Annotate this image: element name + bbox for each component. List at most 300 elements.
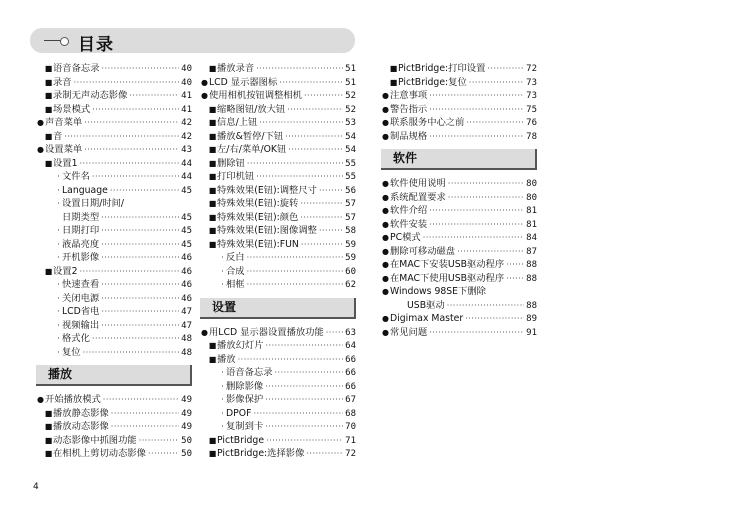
circle-bullet-icon: ● — [201, 91, 208, 100]
toc-entry[interactable] — [381, 116, 537, 130]
dot-leader — [448, 191, 524, 205]
toc-entry-page: 55 — [345, 158, 356, 169]
dot-leader — [102, 62, 180, 76]
square-bullet-icon: ■ — [44, 104, 53, 114]
toc-entry[interactable] — [36, 319, 192, 333]
dot-leader — [139, 434, 179, 448]
toc-column-right — [381, 62, 537, 339]
square-bullet-icon: ■ — [208, 104, 217, 114]
toc-entry-title: 播放动态影像 — [53, 421, 109, 432]
dot-leader — [74, 76, 180, 90]
dot-leader — [429, 130, 524, 144]
toc-entry-title: PC模式 — [390, 232, 421, 243]
toc-entry[interactable] — [381, 103, 537, 117]
toc-entry[interactable] — [36, 434, 192, 448]
toc-entry-page: 59 — [345, 239, 356, 250]
circle-bullet-icon: ● — [382, 287, 389, 296]
toc-entry[interactable] — [200, 184, 356, 198]
dot-bullet-icon: · — [57, 226, 60, 235]
toc-entry[interactable] — [381, 312, 537, 326]
toc-entry-title: 复位 — [62, 346, 81, 358]
toc-entry-title: 视频输出 — [62, 319, 100, 331]
square-bullet-icon: ■ — [44, 64, 53, 73]
dot-leader — [429, 218, 524, 232]
toc-entry[interactable] — [36, 265, 192, 279]
toc-entry-title: 打印机钮 — [217, 171, 255, 182]
toc-entry-page: 84 — [526, 233, 537, 243]
toc-entry[interactable] — [36, 305, 192, 319]
toc-entry[interactable] — [36, 278, 192, 292]
dot-leader — [285, 130, 343, 144]
toc-entry[interactable] — [381, 258, 537, 272]
toc-entry-page: 41 — [181, 104, 192, 115]
toc-entry-title: 复制到卡 — [226, 421, 264, 432]
toc-entry-title: Language — [62, 184, 108, 196]
dot-leader — [101, 305, 179, 319]
toc-entry-title: PictBridge:选择影像 — [217, 448, 305, 459]
toc-entry[interactable] — [381, 231, 537, 245]
toc-entry-page: 51 — [345, 77, 356, 88]
square-bullet-icon: ■ — [208, 145, 217, 154]
square-bullet-icon: ■ — [389, 64, 398, 73]
dot-leader — [148, 447, 179, 461]
toc-entry-page: 54 — [345, 145, 356, 155]
toc-entry[interactable] — [36, 197, 192, 211]
dot-bullet-icon: · — [221, 422, 224, 431]
toc-entry[interactable] — [36, 407, 192, 421]
toc-entry-page: 59 — [345, 253, 356, 263]
toc-entry[interactable] — [36, 157, 192, 171]
toc-entry[interactable] — [381, 299, 537, 313]
toc-entry-page: 47 — [181, 307, 192, 317]
square-bullet-icon: ■ — [44, 131, 53, 141]
toc-entry-page: 60 — [345, 266, 356, 277]
toc-entry-page: 81 — [526, 206, 537, 216]
toc-entry[interactable] — [381, 326, 537, 340]
toc-entry-page: 63 — [345, 327, 356, 338]
dot-leader — [84, 116, 179, 130]
toc-entry-title: LCD省电 — [62, 306, 100, 317]
toc-entry-title: 特殊效果(E钮):调整尺寸 — [217, 184, 317, 196]
toc-entry[interactable] — [200, 157, 356, 171]
toc-entry-title: 录音 — [53, 76, 72, 88]
dot-leader — [247, 265, 344, 279]
dot-leader — [247, 251, 344, 265]
dot-leader — [429, 103, 524, 117]
dot-leader — [287, 103, 343, 117]
dot-leader — [300, 197, 343, 211]
toc-entry-title: 格式化 — [62, 333, 90, 344]
square-bullet-icon: ■ — [208, 239, 217, 249]
toc-entry[interactable] — [200, 278, 356, 292]
toc-entry[interactable] — [36, 292, 192, 306]
toc-entry-page: 72 — [526, 64, 537, 74]
square-bullet-icon: ■ — [208, 341, 217, 350]
toc-entry[interactable] — [36, 332, 192, 346]
dot-bullet-icon: · — [57, 253, 60, 262]
dot-leader — [457, 245, 524, 259]
toc-entry-page: 53 — [345, 118, 356, 128]
circle-bullet-icon: ● — [382, 192, 389, 202]
square-bullet-icon: ■ — [44, 435, 53, 445]
toc-entry[interactable] — [381, 191, 537, 205]
toc-entry-page: 57 — [345, 212, 356, 223]
toc-entry-page: 66 — [345, 354, 356, 365]
dot-bullet-icon: · — [221, 395, 224, 404]
dot-leader — [129, 89, 179, 103]
toc-entry[interactable] — [36, 130, 192, 144]
dot-bullet-icon: · — [221, 280, 224, 289]
toc-entry-title: 警告指示 — [390, 103, 428, 115]
toc-column-middle — [200, 62, 356, 461]
square-bullet-icon: ■ — [389, 77, 398, 87]
toc-entry-title: 日期打印 — [62, 225, 100, 236]
toc-entry-page: 52 — [345, 104, 356, 115]
circle-bullet-icon: ● — [382, 179, 389, 188]
toc-entry[interactable] — [200, 393, 356, 407]
toc-entry[interactable] — [200, 420, 356, 434]
square-bullet-icon: ■ — [208, 158, 217, 168]
toc-entry-page: 70 — [345, 422, 356, 432]
toc-entry-page: 46 — [181, 266, 192, 277]
square-bullet-icon: ■ — [208, 118, 217, 127]
toc-entry[interactable] — [36, 238, 192, 252]
toc-entry-title: 文件名 — [62, 171, 90, 182]
square-bullet-icon: ■ — [208, 212, 217, 222]
toc-entry[interactable] — [381, 272, 537, 286]
toc-entry-page: 42 — [181, 131, 192, 142]
dot-bullet-icon: · — [221, 368, 224, 377]
dot-leader — [101, 211, 179, 225]
section-heading: 设置 — [200, 298, 356, 319]
square-bullet-icon: ■ — [44, 77, 53, 87]
toc-entry[interactable] — [200, 143, 356, 157]
toc-entry-title: 录制无声动态影像 — [53, 90, 128, 101]
dot-bullet-icon: · — [221, 266, 224, 276]
toc-entry-page: 51 — [345, 64, 356, 74]
dot-leader — [301, 238, 343, 252]
toc-entry-title: 在相机上剪切动态影像 — [53, 448, 146, 459]
dot-leader — [429, 89, 524, 103]
toc-entry[interactable] — [381, 204, 537, 218]
toc-entry[interactable] — [36, 346, 192, 360]
toc-entry-page: 41 — [181, 91, 192, 101]
toc-entry-page: 50 — [181, 435, 192, 446]
toc-entry-title: 设置1 — [53, 157, 78, 169]
toc-entry[interactable] — [200, 407, 356, 421]
dot-leader — [429, 326, 524, 340]
toc-entry-title: 在MAC下使用USB驱动程序 — [390, 272, 505, 284]
toc-entry[interactable] — [381, 218, 537, 232]
toc-entry-page: 46 — [181, 293, 192, 304]
toc-entry[interactable] — [200, 103, 356, 117]
square-bullet-icon: ■ — [208, 199, 217, 208]
toc-entry-title: 制品规格 — [390, 130, 428, 142]
toc-entry-page: 73 — [526, 91, 537, 101]
dot-leader — [101, 319, 179, 333]
circle-bullet-icon: ● — [382, 327, 389, 337]
toc-entry[interactable] — [381, 285, 537, 299]
toc-entry-page: 58 — [345, 226, 356, 236]
toc-entry-page: 62 — [345, 280, 356, 290]
dot-leader — [101, 238, 179, 252]
dot-bullet-icon: · — [57, 239, 60, 249]
toc-entry-title: 特殊效果(E钮):颜色 — [217, 211, 299, 223]
toc-entry-title: PictBridge:打印设置 — [398, 63, 486, 74]
toc-entry[interactable] — [200, 211, 356, 225]
toc-entry[interactable] — [36, 393, 192, 407]
toc-entry[interactable] — [200, 326, 356, 340]
square-bullet-icon: ■ — [44, 422, 53, 431]
toc-entry-title: 音 — [53, 130, 63, 142]
dot-leader — [266, 339, 344, 353]
toc-entry-title: 设置2 — [53, 265, 78, 277]
dot-bullet-icon: · — [221, 253, 224, 262]
dot-leader — [447, 299, 524, 313]
toc-entry-page: 48 — [181, 347, 192, 358]
dot-leader — [84, 143, 179, 157]
toc-entry[interactable] — [36, 251, 192, 265]
dot-leader — [64, 130, 179, 144]
toc-entry[interactable] — [36, 211, 192, 225]
toc-entry[interactable] — [381, 130, 537, 144]
dot-leader — [288, 143, 343, 157]
toc-entry[interactable] — [381, 76, 537, 90]
toc-entry-page: 91 — [526, 327, 537, 338]
toc-entry-page: 49 — [181, 395, 192, 405]
toc-entry-title: 软件安装 — [390, 218, 428, 230]
toc-entry-title: 用LCD 显示器设置播放功能 — [209, 326, 324, 338]
square-bullet-icon: ■ — [208, 435, 217, 445]
dot-leader — [448, 177, 524, 191]
toc-entry-title: 关闭电源 — [62, 292, 100, 304]
title-banner — [30, 28, 355, 53]
dot-leader — [92, 170, 179, 184]
toc-entry-title: 软件介绍 — [390, 205, 428, 216]
dot-leader — [80, 265, 180, 279]
toc-entry[interactable] — [36, 420, 192, 434]
toc-entry-page: 66 — [345, 368, 356, 378]
toc-entry-page: 45 — [181, 185, 192, 196]
toc-entry[interactable] — [36, 103, 192, 117]
toc-entry-title: 信息/上钮 — [217, 117, 258, 128]
toc-entry-page: 54 — [345, 131, 356, 142]
circle-bullet-icon: ● — [37, 118, 44, 127]
toc-entry[interactable] — [200, 197, 356, 211]
toc-entry-page: 88 — [526, 273, 537, 284]
circle-bullet-icon: ● — [382, 260, 389, 269]
circle-bullet-icon: ● — [37, 145, 44, 154]
toc-entry-title: 特殊效果(E钮):图像调整 — [217, 225, 317, 236]
toc-entry-title: 设置菜单 — [45, 144, 83, 155]
toc-entry[interactable] — [200, 130, 356, 144]
toc-entry-title: 系统配置要求 — [390, 191, 446, 203]
dot-leader — [103, 393, 179, 407]
toc-entry-title: 播放录音 — [217, 63, 255, 74]
toc-entry-page: 50 — [181, 449, 192, 459]
toc-entry[interactable] — [200, 380, 356, 394]
dot-leader — [469, 76, 524, 90]
toc-entry-title: 特殊效果(E钮):旋转 — [217, 198, 299, 209]
dot-leader — [265, 380, 343, 394]
square-bullet-icon: ■ — [208, 131, 217, 141]
toc-entry[interactable] — [200, 447, 356, 461]
toc-entry[interactable] — [36, 143, 192, 157]
dot-leader — [466, 116, 524, 130]
toc-entry-title: 快速查看 — [62, 279, 100, 290]
toc-entry-title: 在MAC下安装USB驱动程序 — [390, 259, 505, 270]
toc-entry[interactable] — [200, 434, 356, 448]
toc-entry[interactable] — [200, 116, 356, 130]
dot-leader — [110, 184, 179, 198]
dot-leader — [265, 393, 343, 407]
dot-bullet-icon: · — [57, 280, 60, 289]
toc-entry[interactable] — [200, 339, 356, 353]
circle-bullet-icon: ● — [382, 233, 389, 242]
toc-entry-title: 使用相机按钮调整相机 — [209, 90, 302, 101]
toc-entry-title: 特殊效果(E钮):FUN — [217, 238, 299, 250]
toc-entry-title: 缩略图钮/放大钮 — [217, 103, 286, 115]
toc-entry-page: 43 — [181, 145, 192, 155]
toc-entry-page: 45 — [181, 239, 192, 250]
dot-bullet-icon: · — [221, 408, 224, 418]
toc-entry-page: 78 — [526, 131, 537, 142]
circle-bullet-icon: ● — [382, 131, 389, 141]
page-number: 4 — [33, 482, 39, 492]
toc-entry[interactable] — [200, 89, 356, 103]
toc-entry[interactable] — [200, 251, 356, 265]
toc-entry-page: 45 — [181, 226, 192, 236]
toc-entry-page: 88 — [526, 260, 537, 270]
toc-entry[interactable] — [200, 224, 356, 238]
toc-entry-page: 40 — [181, 77, 192, 88]
toc-entry[interactable] — [200, 353, 356, 367]
dot-leader — [111, 407, 179, 421]
toc-entry-title: 动态影像中抓图功能 — [53, 434, 137, 446]
toc-entry-title: 反白 — [226, 252, 245, 263]
toc-entry[interactable] — [200, 62, 356, 76]
toc-entry-page: 80 — [526, 192, 537, 203]
toc-column-left — [36, 62, 192, 461]
toc-entry-title: 删除钮 — [217, 157, 245, 169]
dot-leader — [429, 204, 524, 218]
toc-entry[interactable] — [36, 62, 192, 76]
section-heading: 播放 — [36, 365, 192, 386]
page-title: 目录 — [78, 35, 114, 55]
toc-entry[interactable] — [36, 76, 192, 90]
toc-entry[interactable] — [36, 184, 192, 198]
dot-leader — [256, 170, 343, 184]
dot-leader — [259, 116, 343, 130]
toc-entry-title: 软件使用说明 — [390, 178, 446, 189]
dot-leader — [326, 326, 343, 340]
toc-entry-page: 67 — [345, 395, 356, 405]
dot-bullet-icon: · — [57, 199, 60, 208]
toc-entry[interactable] — [200, 265, 356, 279]
circle-bullet-icon: ● — [201, 77, 208, 87]
toc-entry-title: 删除可移动磁盘 — [390, 245, 456, 257]
dot-bullet-icon: · — [57, 334, 60, 343]
toc-entry-title: 开机影像 — [62, 252, 100, 263]
dot-leader — [256, 62, 343, 76]
dot-leader — [101, 292, 179, 306]
toc-entry[interactable] — [381, 62, 537, 76]
toc-entry-page: 87 — [526, 246, 537, 257]
dot-leader — [247, 157, 343, 171]
toc-entry-title: 语音备忘录 — [226, 367, 273, 378]
dot-leader — [92, 103, 179, 117]
toc-entry[interactable] — [200, 170, 356, 184]
dot-leader — [265, 420, 343, 434]
toc-entry-title: 联系服务中心之前 — [390, 117, 465, 128]
toc-entry-page: 49 — [181, 408, 192, 419]
toc-entry-title: 设置日期/时间/ — [62, 198, 125, 209]
toc-entry-page: 48 — [181, 334, 192, 344]
dot-leader — [101, 251, 179, 265]
square-bullet-icon: ■ — [44, 158, 53, 168]
section-heading: 软件 — [381, 149, 537, 170]
square-bullet-icon: ■ — [44, 91, 53, 100]
square-bullet-icon: ■ — [44, 449, 53, 458]
square-bullet-icon: ■ — [208, 226, 217, 235]
toc-entry-title: 影像保护 — [226, 394, 264, 405]
square-bullet-icon: ■ — [44, 408, 53, 418]
toc-entry-page: 52 — [345, 91, 356, 101]
toc-entry-page: 56 — [345, 185, 356, 196]
circle-bullet-icon: ● — [382, 104, 389, 114]
toc-entry-title: 场景模式 — [53, 103, 91, 115]
dot-leader — [465, 312, 524, 326]
toc-entry-title: Digimax Master — [390, 313, 464, 324]
dot-leader — [266, 434, 343, 448]
square-bullet-icon: ■ — [208, 64, 217, 73]
toc-entry[interactable] — [381, 245, 537, 259]
title-circle-icon — [60, 37, 69, 46]
toc-entry[interactable] — [381, 89, 537, 103]
toc-entry-page: 44 — [181, 158, 192, 169]
dot-leader — [319, 184, 343, 198]
circle-bullet-icon: ● — [382, 118, 389, 127]
toc-entry-title: Windows 98SE下删除 — [390, 286, 486, 297]
toc-entry-title: PictBridge — [217, 434, 265, 446]
circle-bullet-icon: ● — [382, 206, 389, 215]
toc-entry[interactable] — [200, 366, 356, 380]
toc-entry-page: 46 — [181, 280, 192, 290]
dot-leader — [80, 157, 180, 171]
toc-entry-page: 76 — [526, 118, 537, 128]
circle-bullet-icon: ● — [382, 314, 389, 323]
toc-entry-title: 液晶亮度 — [62, 238, 100, 250]
toc-entry[interactable] — [36, 170, 192, 184]
toc-entry-title: 播放幻灯片 — [217, 340, 264, 351]
circle-bullet-icon: ● — [382, 91, 389, 100]
toc-entry[interactable] — [381, 177, 537, 191]
toc-entry[interactable] — [200, 76, 356, 90]
toc-entry-page: 46 — [181, 253, 192, 263]
dot-bullet-icon: · — [221, 381, 224, 391]
toc-entry-title: 常见问题 — [390, 326, 428, 338]
toc-entry[interactable] — [36, 89, 192, 103]
toc-entry-title: 声音菜单 — [45, 117, 83, 128]
toc-entry[interactable] — [200, 238, 356, 252]
toc-entry[interactable] — [36, 116, 192, 130]
dot-bullet-icon: · — [57, 293, 60, 303]
toc-entry[interactable] — [36, 447, 192, 461]
toc-entry-title: 日期类型 — [62, 211, 100, 223]
toc-entry-page: 57 — [345, 199, 356, 209]
dot-leader — [423, 231, 524, 245]
toc-entry[interactable] — [36, 224, 192, 238]
